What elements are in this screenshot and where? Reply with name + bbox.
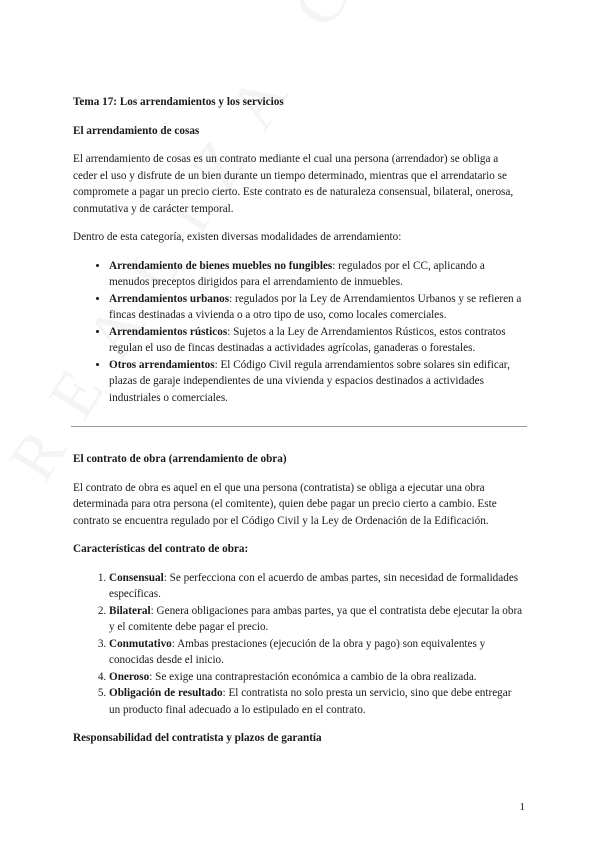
- list-item: [109, 636, 525, 669]
- list-item-desc: : regulados por el CC, aplicando a menudos preceptos dirigidos para el arrendamiento de inmuebles.: [109, 259, 485, 288]
- list-item: [109, 603, 525, 636]
- list-item-term: Bilateral: [109, 604, 151, 617]
- section-divider: [71, 426, 527, 427]
- list-item: [109, 324, 525, 357]
- page-number: 1: [519, 801, 525, 813]
- list-item-term: Otros arrendamientos: [109, 358, 215, 371]
- paragraph-contrato-obra: El contrato de obra es aquel en el que una persona (contratista) se obliga a ejecutar una obra determinada para otra persona (el comitente), quien debe pagar un precio cierto a cambio. Este contrato se encuentra regulado por el Código Civil y la Ley de Ordenación de la Edificación.: [73, 481, 497, 527]
- list-item-term: Obligación de resultado: [109, 687, 223, 699]
- section-heading-responsabilidad: Responsabilidad del contratista y plazos de garantía: [73, 732, 322, 744]
- list-item-term: Arrendamientos urbanos: [109, 292, 230, 305]
- list-item-term: Arrendamiento de bienes muebles no fungibles: [109, 259, 333, 272]
- characteristics-list: [73, 570, 525, 719]
- subheading-caracteristicas: Características del contrato de obra:: [73, 543, 249, 555]
- list-item-term: Arrendamientos rústicos: [109, 325, 228, 338]
- document-page: [73, 94, 525, 759]
- list-item-term: Conmutativo: [109, 637, 172, 650]
- list-item-desc: : regulados por la Ley de Arrendamientos Urbanos y se refieren a fincas destinadas a vivienda o a otro tipo de uso, como locales comerciales.: [109, 292, 522, 321]
- list-item-desc: : Se perfecciona con el acuerdo de ambas partes, sin necesidad de formalidades específicas.: [109, 571, 519, 600]
- list-item-desc: : Ambas prestaciones (ejecución de la obra y pago) son equivalentes y conocidas desde el inicio.: [109, 637, 486, 666]
- list-item: [109, 258, 525, 291]
- list-item-desc: : Sujetos a la Ley de Arrendamientos Rústicos, estos contratos regulan el uso de fincas destinadas a actividades agrícolas, ganaderas o forestales.: [109, 325, 506, 354]
- list-item: [109, 570, 525, 603]
- modalities-list: [73, 258, 525, 407]
- list-item: [109, 357, 525, 407]
- section-heading-arrendamiento-cosas: El arrendamiento de cosas: [73, 124, 200, 137]
- list-item-desc: : Genera obligaciones para ambas partes, ya que el contratista debe ejecutar la obra y el comitente debe pagar el precio.: [109, 604, 523, 633]
- paragraph-definition: El arrendamiento de cosas es un contrato mediante el cual una persona (arrendador) se obliga a ceder el uso y disfrute de un bien durante un tiempo determinado, mientras que el arrendatario se compromete a pagar un precio cierto. Este contrato es de naturaleza consensual, bilateral, onerosa, conmutativa y de carácter temporal.: [73, 153, 514, 215]
- list-item-desc: : El contratista no solo presta un servicio, sino que debe entregar un producto final adecuado a lo estipulado en el contrato.: [109, 687, 512, 716]
- list-item-term: Oneroso: [109, 670, 150, 683]
- paragraph-modalities-intro: Dentro de esta categoría, existen diversas modalidades de arrendamiento:: [73, 231, 402, 243]
- list-item-desc: : Se exige una contraprestación económica a cambio de la obra realizada.: [149, 670, 477, 683]
- list-item: [109, 685, 525, 718]
- list-item: [109, 669, 525, 686]
- list-item-term: Consensual: [109, 571, 164, 584]
- list-item: [109, 291, 525, 324]
- document-title: Tema 17: Los arrendamientos y los servicios: [73, 96, 284, 108]
- list-item-desc: : El Código Civil regula arrendamientos sobre solares sin edificar, plazas de garaje independientes de una vivienda y espacios destinados a actividades industriales o comerciales.: [109, 358, 510, 404]
- section-heading-contrato-obra: El contrato de obra (arrendamiento de obra): [73, 453, 287, 465]
